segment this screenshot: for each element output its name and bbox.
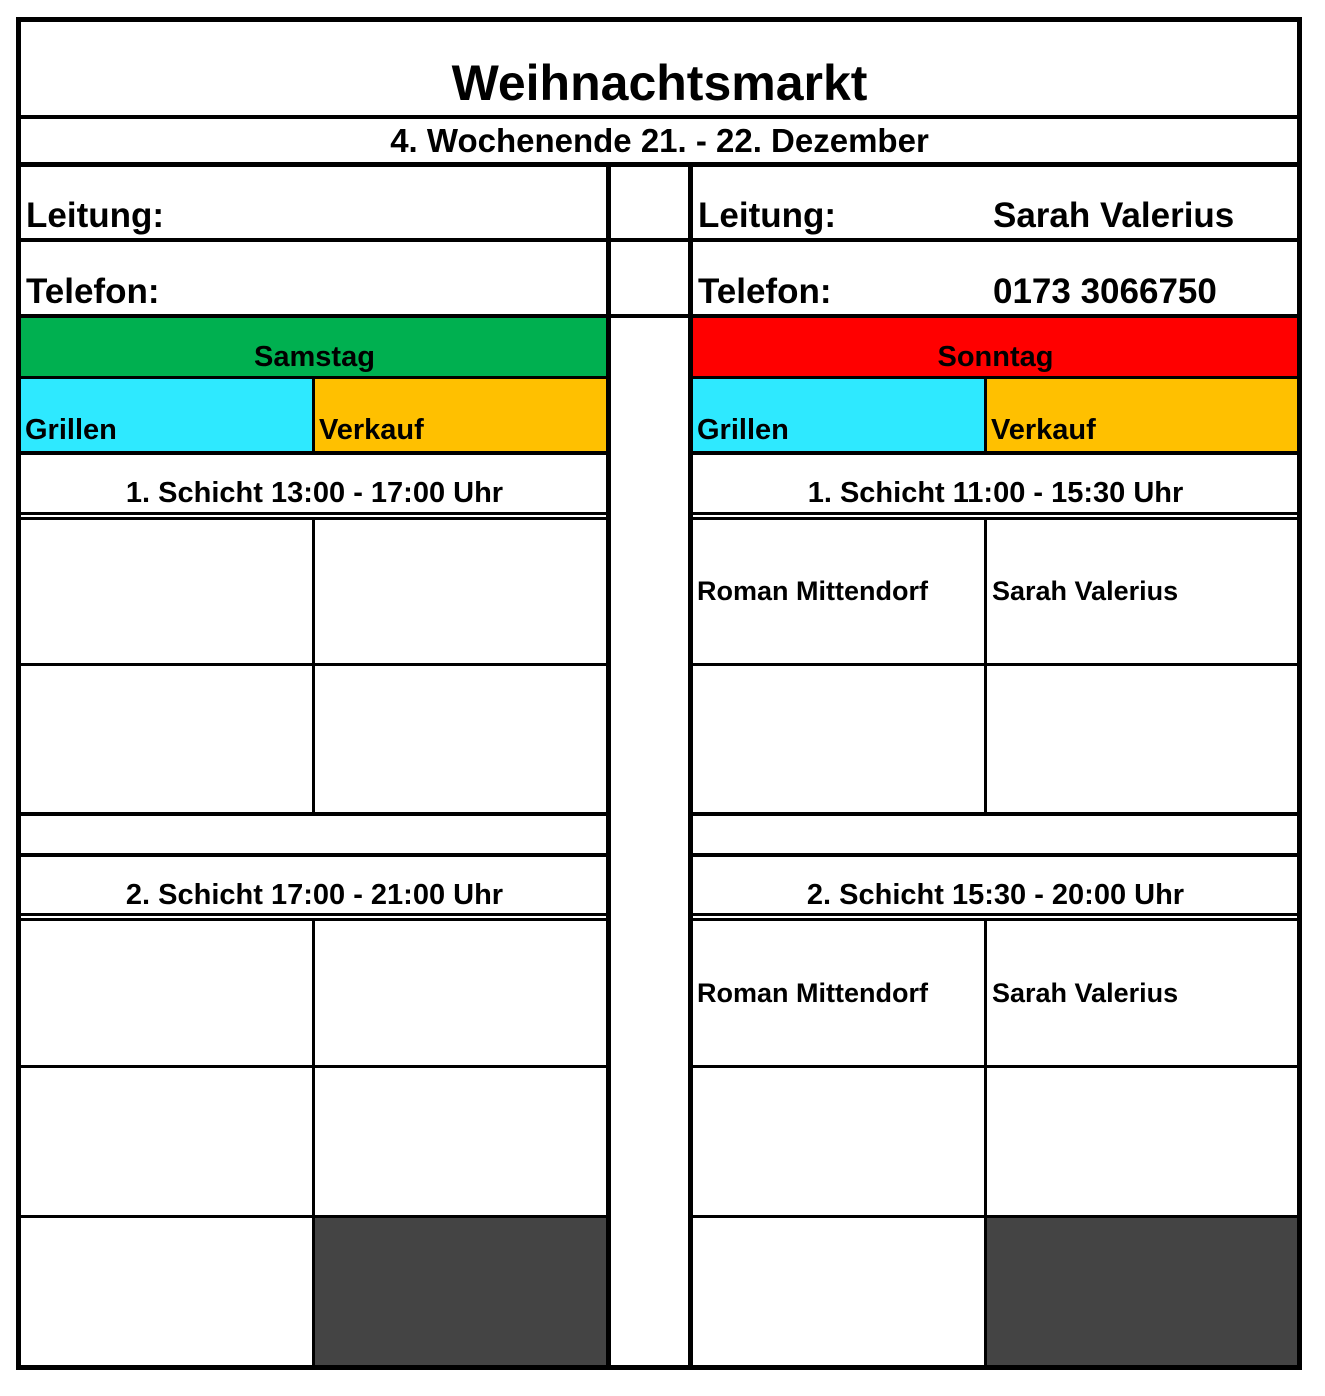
divider [21, 238, 608, 242]
divider [312, 378, 315, 452]
right-shift1-heading: 1. Schicht 11:00 - 15:30 Uhr [807, 477, 1184, 509]
divider [693, 918, 1298, 921]
right-shift2-heading: 2. Schicht 15:30 - 20:00 Uhr [806, 879, 1185, 911]
divider [693, 376, 1298, 379]
right-column-grillen: Grillen [697, 414, 789, 446]
right-column-verkauf: Verkauf [991, 414, 1096, 446]
right-leitung-value: Sarah Valerius [993, 196, 1235, 235]
divider [21, 853, 608, 857]
table-cell: Sarah Valerius [992, 576, 1179, 606]
divider [608, 238, 693, 242]
divider [984, 518, 987, 814]
divider [693, 314, 1298, 318]
left-shift1-heading: 1. Schicht 13:00 - 17:00 Uhr [125, 477, 504, 509]
divider [693, 663, 1298, 666]
divider [21, 913, 608, 916]
left-column-grillen: Grillen [25, 414, 117, 446]
divider [693, 451, 1298, 455]
divider [693, 1065, 1298, 1068]
divider [693, 1215, 1298, 1218]
divider [693, 853, 1298, 857]
divider [16, 115, 1302, 119]
table-cell: Roman Mittendorf [697, 978, 928, 1008]
right-telefon-label: Telefon: [698, 272, 832, 311]
divider [21, 314, 608, 318]
day-header-samstag: Samstag [254, 341, 375, 373]
divider [693, 517, 1298, 520]
left-shift2-heading: 2. Schicht 17:00 - 21:00 Uhr [125, 879, 504, 911]
divider [608, 314, 693, 318]
divider [693, 812, 1298, 816]
page-subtitle: 4. Wochenende 21. - 22. Dezember [390, 122, 929, 159]
divider [984, 378, 987, 452]
right-telefon-value: 0173 3066750 [993, 272, 1217, 311]
divider [312, 920, 315, 1367]
divider [312, 518, 315, 814]
day-header-sonntag: Sonntag [937, 341, 1054, 373]
divider [693, 913, 1298, 916]
left-telefon-label: Telefon: [26, 272, 160, 311]
table-cell: Roman Mittendorf [697, 576, 928, 606]
divider [693, 238, 1298, 242]
divider [21, 512, 608, 515]
page-title: Weihnachtsmarkt [451, 55, 868, 111]
divider [693, 512, 1298, 515]
left-column-verkauf: Verkauf [319, 414, 424, 446]
table-cell: Sarah Valerius [992, 978, 1179, 1008]
divider [984, 920, 987, 1367]
right-leitung-label: Leitung: [698, 196, 837, 235]
divider [16, 162, 1302, 167]
left-leitung-label: Leitung: [26, 196, 165, 235]
